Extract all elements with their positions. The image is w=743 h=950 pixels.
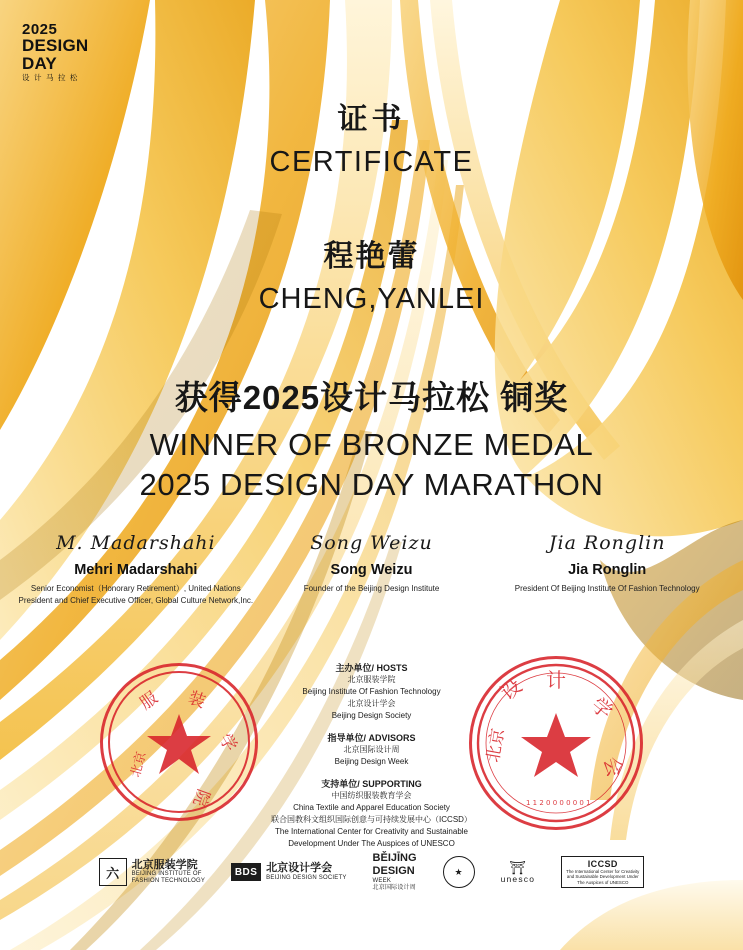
award-title-en-line1: WINNER OF BRONZE MEDAL [149, 427, 594, 462]
hosts-heading: 主办单位/ HOSTS [335, 663, 408, 673]
signature-script: M. Madarshahi [56, 532, 216, 554]
bift-mark-icon: 六 [99, 858, 127, 886]
supporting-line: Development Under The Auspices of UNESCO [288, 839, 455, 848]
signature-block [254, 528, 490, 606]
signature-script: Jia Ronglin [548, 532, 666, 554]
bds-mark-icon: BDS [231, 863, 261, 881]
signature-block [18, 528, 254, 606]
hosts-line: Beijing Institute Of Fashion Technology [302, 687, 441, 696]
hosts-line: 北京服装学院 [347, 675, 396, 684]
recipient-name-cn: 程艳蕾 [323, 240, 420, 273]
advisors-line: Beijing Design Week [334, 757, 409, 766]
unesco-name: unesco [500, 873, 536, 884]
signature-block [489, 528, 725, 606]
certificate-content [0, 94, 743, 503]
supporting-line: 联合国教科文组织国际创意与可持续发展中心（ICCSD） [271, 815, 472, 824]
official-seal-left [100, 663, 258, 821]
logo-year: 2025 [22, 21, 58, 38]
recipient-name-en: CHENG,YANLEI [258, 283, 485, 315]
footer-logo-bift [99, 858, 206, 886]
bift-name-cn: 北京服装学院 [131, 858, 198, 871]
award-title-en-line2: 2025 DESIGN DAY MARATHON [139, 467, 604, 502]
certificate-title-cn: 证书 [337, 103, 406, 136]
advisors-line: 北京国际设计周 [343, 745, 400, 754]
bjdw-design: DESIGN [372, 864, 415, 877]
advisors-heading: 指导单位/ ADVISORS [327, 733, 416, 743]
signature-name: Jia Ronglin [568, 562, 647, 578]
signature-title-line2: President and Chief Executive Officer, Global Culture Network,Inc. [18, 595, 254, 605]
supporting-line: 中国纺织服装教育学会 [331, 791, 412, 800]
svg-text:学: 学 [586, 692, 618, 724]
supporting-line: The International Center for Creativity and Sustainable [275, 827, 468, 836]
logo-subtitle-cn: 设 计 马 拉 松 [22, 72, 79, 82]
svg-text:设: 设 [495, 673, 527, 705]
logo-day: DAY [22, 53, 57, 73]
partner-circle-logo-icon: ★ [443, 856, 475, 888]
signature-title-line1: President Of Beijing Institute Of Fashion Technology [514, 584, 700, 593]
bds-name-cn: 北京设计学会 [266, 862, 333, 875]
hosts-line: 北京设计学会 [347, 699, 396, 708]
award-title-cn: 获得2025设计马拉松 铜奖 [174, 379, 569, 416]
svg-text:院: 院 [188, 786, 214, 810]
footer-logo-iccsd [561, 856, 644, 889]
footer-logo-beijing-design-week [373, 852, 417, 892]
svg-text:1 1 2 0 0 0 0 0 0 1: 1 1 2 0 0 0 0 0 0 1 [526, 799, 591, 807]
supporting-line: China Textile and Apparel Education Society [293, 803, 450, 812]
bjdw-week: WEEK [372, 877, 392, 884]
official-seal-right [469, 656, 643, 830]
signature-name: Song Weizu [330, 562, 413, 578]
svg-text:会: 会 [599, 754, 628, 780]
signature-row [0, 528, 743, 606]
bjdw-mark: BĚIJĪNG [372, 852, 417, 865]
certificate-title-en: CERTIFICATE [269, 146, 474, 178]
bift-name-en-line2: FASHION TECHNOLOGY [131, 878, 206, 885]
svg-text:北京: 北京 [128, 750, 150, 780]
design-day-logo [22, 22, 88, 82]
iccsd-line2: and Sustainable Development Under [566, 874, 639, 880]
iccsd-abbr: ICCSD [587, 858, 618, 869]
supporting-heading: 支持单位/ SUPPORTING [321, 779, 422, 789]
unesco-temple-icon: ⛩ [509, 859, 527, 875]
iccsd-line3: The Auspices of UNESCO [577, 879, 629, 885]
hosts-line: Beijing Design Society [331, 711, 412, 720]
bds-name-en: BEIJING DESIGN SOCIETY [266, 874, 347, 881]
footer-logo-bds [231, 862, 346, 882]
logo-design: DESIGN [22, 36, 89, 56]
signature-name: Mehri Madarshahi [74, 562, 198, 578]
svg-text:学: 学 [214, 730, 241, 756]
svg-text:装: 装 [185, 687, 209, 713]
bift-name-en-line1: BEIJING INSTITUTE OF [131, 871, 202, 878]
footer-logo-strip [0, 852, 743, 892]
footer-logo-unesco [501, 861, 536, 884]
signature-script: Song Weizu [310, 532, 433, 554]
signature-title-line1: Senior Economist（Honorary Retirement）, United Nations [30, 584, 241, 593]
signature-title-line1: Founder of the Beijing Design Institute [303, 584, 440, 593]
bjdw-name-cn: 北京国际设计周 [372, 884, 416, 891]
svg-text:北京: 北京 [483, 726, 509, 764]
svg-text:服: 服 [136, 687, 162, 715]
iccsd-line1: The International Center for Creativity [566, 868, 640, 874]
svg-text:计: 计 [546, 668, 566, 692]
